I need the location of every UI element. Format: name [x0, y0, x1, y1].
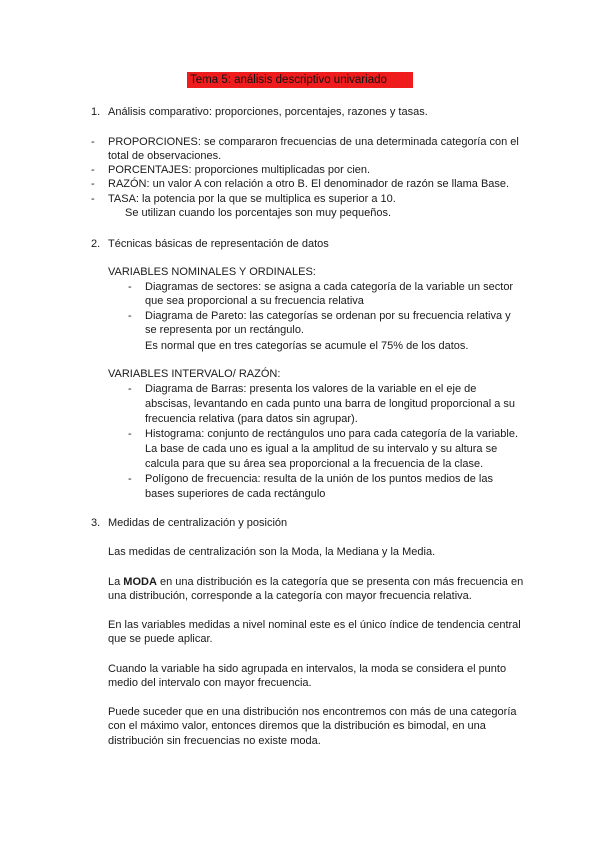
paragraph-line: Las medidas de centralización son la Moda, la Mediana y la Media.: [108, 546, 436, 558]
list-item-line: se representa por un rectángulo.: [145, 324, 304, 336]
bullet: -: [128, 473, 132, 485]
section-1-number: 1.: [91, 106, 101, 118]
section-3-heading: Medidas de centralización y posición: [108, 517, 288, 529]
bullet: -: [128, 310, 132, 322]
list-item-line: abscisas, levantando en cada punto una barra de longitud proporcional a su: [145, 398, 515, 410]
list-item-line: Diagrama de Pareto: las categorías se ordenan por su frecuencia relativa y: [145, 310, 511, 322]
pareto-note: Es normal que en tres categorías se acumule el 75% de los datos.: [145, 340, 469, 352]
list-item-line: RAZÓN: un valor A con relación a otro B. El denominador de razón se llama Base.: [108, 178, 510, 190]
nominal-variables-label: VARIABLES NOMINALES Y ORDINALES:: [108, 266, 316, 278]
bullet: -: [128, 281, 132, 293]
list-item-line: Histograma: conjunto de rectángulos uno para cada categoría de la variable.: [145, 428, 519, 440]
tasa-note: Se utilizan cuando los porcentajes son muy pequeños.: [125, 207, 392, 219]
list-item-line: que sea proporcional a su frecuencia relativa: [145, 295, 364, 307]
section-2-number: 2.: [91, 238, 101, 250]
list-item-line: Diagrama de Barras: presenta los valores de la variable en el eje de: [145, 383, 477, 395]
paragraph-line: que se puede aplicar.: [108, 633, 213, 645]
list-item-line: calcula para que su área sea proporcional a la frecuencia de la clase.: [145, 458, 484, 470]
bullet: -: [91, 136, 95, 148]
list-item-line: frecuencia relativa (para datos sin agrupar).: [145, 413, 358, 425]
paragraph-line: con el máximo valor, entonces diremos que la distribución es bimodal, en una: [108, 720, 486, 732]
list-item-line: La base de cada uno es igual a la amplitud de su intervalo y su altura se: [145, 443, 498, 455]
bullet: -: [91, 178, 95, 190]
paragraph-line: [108, 575, 523, 589]
paragraph-line: Puede suceder que en una distribución nos encontremos con más de una categoría: [108, 706, 517, 718]
document-title: Tema 5: análisis descriptivo univariado: [190, 74, 387, 86]
list-item-line: TASA: la potencia por la que se multiplica es superior a 10.: [108, 193, 396, 205]
paragraph-line: Cuando la variable ha sido agrupada en intervalos, la moda se considera el punto: [108, 663, 507, 675]
list-item-line: PORCENTAJES: proporciones multiplicadas por cien.: [108, 164, 371, 176]
section-2-heading: Técnicas básicas de representación de datos: [108, 238, 329, 250]
list-item-line: PROPORCIONES: se compararon frecuencias de una determinada categoría con el: [108, 136, 519, 148]
moda-term: MODA: [123, 576, 157, 588]
list-item-line: Polígono de frecuencia: resulta de la unión de los puntos medios de las: [145, 473, 493, 485]
bullet: -: [91, 193, 95, 205]
bullet: -: [91, 164, 95, 176]
bullet: -: [128, 428, 132, 440]
list-item-line: bases superiores de cada rectángulo: [145, 488, 326, 500]
moda-prefix: La: [108, 576, 124, 588]
interval-variables-label: VARIABLES INTERVALO/ RAZÓN:: [108, 368, 281, 380]
section-3-number: 3.: [91, 517, 101, 529]
paragraph-line: distribución sin frecuencias no existe moda.: [108, 735, 321, 747]
moda-definition: en una distribución es la categoría que se presenta con más frecuencia en: [156, 576, 524, 588]
list-item-line: total de observaciones.: [108, 150, 222, 162]
section-1-heading: Análisis comparativo: proporciones, porcentajes, razones y tasas.: [108, 106, 428, 118]
paragraph-line: una distribución, corresponde a la categoría con mayor frecuencia relativa.: [108, 590, 472, 602]
paragraph-line: medio del intervalo con mayor frecuencia.: [108, 677, 312, 689]
bullet: -: [128, 383, 132, 395]
paragraph-line: En las variables medidas a nivel nominal este es el único índice de tendencia central: [108, 619, 521, 631]
list-item-line: Diagramas de sectores: se asigna a cada categoría de la variable un sector: [145, 281, 514, 293]
